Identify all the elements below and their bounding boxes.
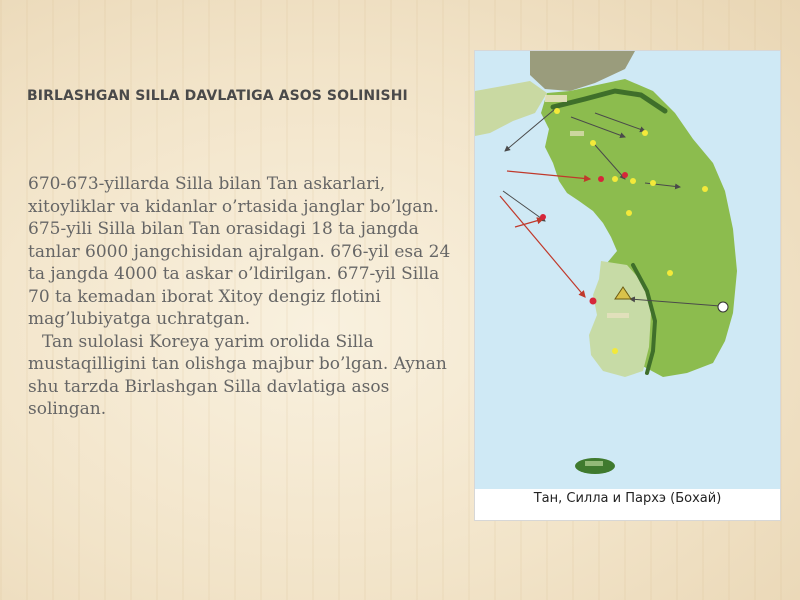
- body-paragraph-1: 670-673-yillarda Silla bilan Tan askarlari, xitoyliklar va kidanlar o’rtasida janglar bo’lgan. 675-yili Silla bilan Tan orasidagi 18 ta jangda tanlar 6000 jangchisidan ajralgan. 676-yil esa 24 ta jangda 4000 ta askar o’ldirilgan. 677-yil Silla 70 ta kemadan iborat Xitoy dengiz flotini mag’lubiyatga uchratgan.: [28, 174, 451, 329]
- slide-title: BIRLASHGAN SILLA DAVLATIGA ASOS SOLINISHI: [27, 88, 408, 104]
- map-caption: Тан, Силла и Пархэ (Бохай): [533, 491, 722, 506]
- battle-site-marker: [702, 186, 708, 192]
- place-label-plate: [570, 131, 584, 136]
- battle-site-red-marker: [598, 176, 604, 182]
- battle-site-marker: [554, 108, 560, 114]
- slide-body: [28, 173, 458, 421]
- korea-historical-map: [475, 51, 780, 489]
- place-label-plate: [585, 461, 603, 466]
- battle-site-marker: [667, 270, 673, 276]
- battle-site-red-marker: [540, 214, 546, 220]
- battle-site-marker: [642, 130, 648, 136]
- battle-site-marker: [590, 140, 596, 146]
- battle-site-marker: [630, 178, 636, 184]
- body-paragraph-2: Tan sulolasi Koreya yarim orolida Silla mustaqilligini tan olishga majbur bo’lgan. Aynan shu tarzda Birlashgan Silla davlatiga asos solingan.: [28, 331, 447, 419]
- capital-marker: [718, 302, 728, 312]
- battle-site-red-marker: [622, 172, 628, 178]
- map-figure: [474, 50, 781, 521]
- battle-site-red-marker: [590, 298, 597, 305]
- battle-site-marker: [626, 210, 632, 216]
- battle-site-marker: [612, 176, 618, 182]
- battle-site-marker: [650, 180, 656, 186]
- place-label-plate: [607, 313, 629, 318]
- place-label-plate: [545, 95, 567, 102]
- battle-site-marker: [612, 348, 618, 354]
